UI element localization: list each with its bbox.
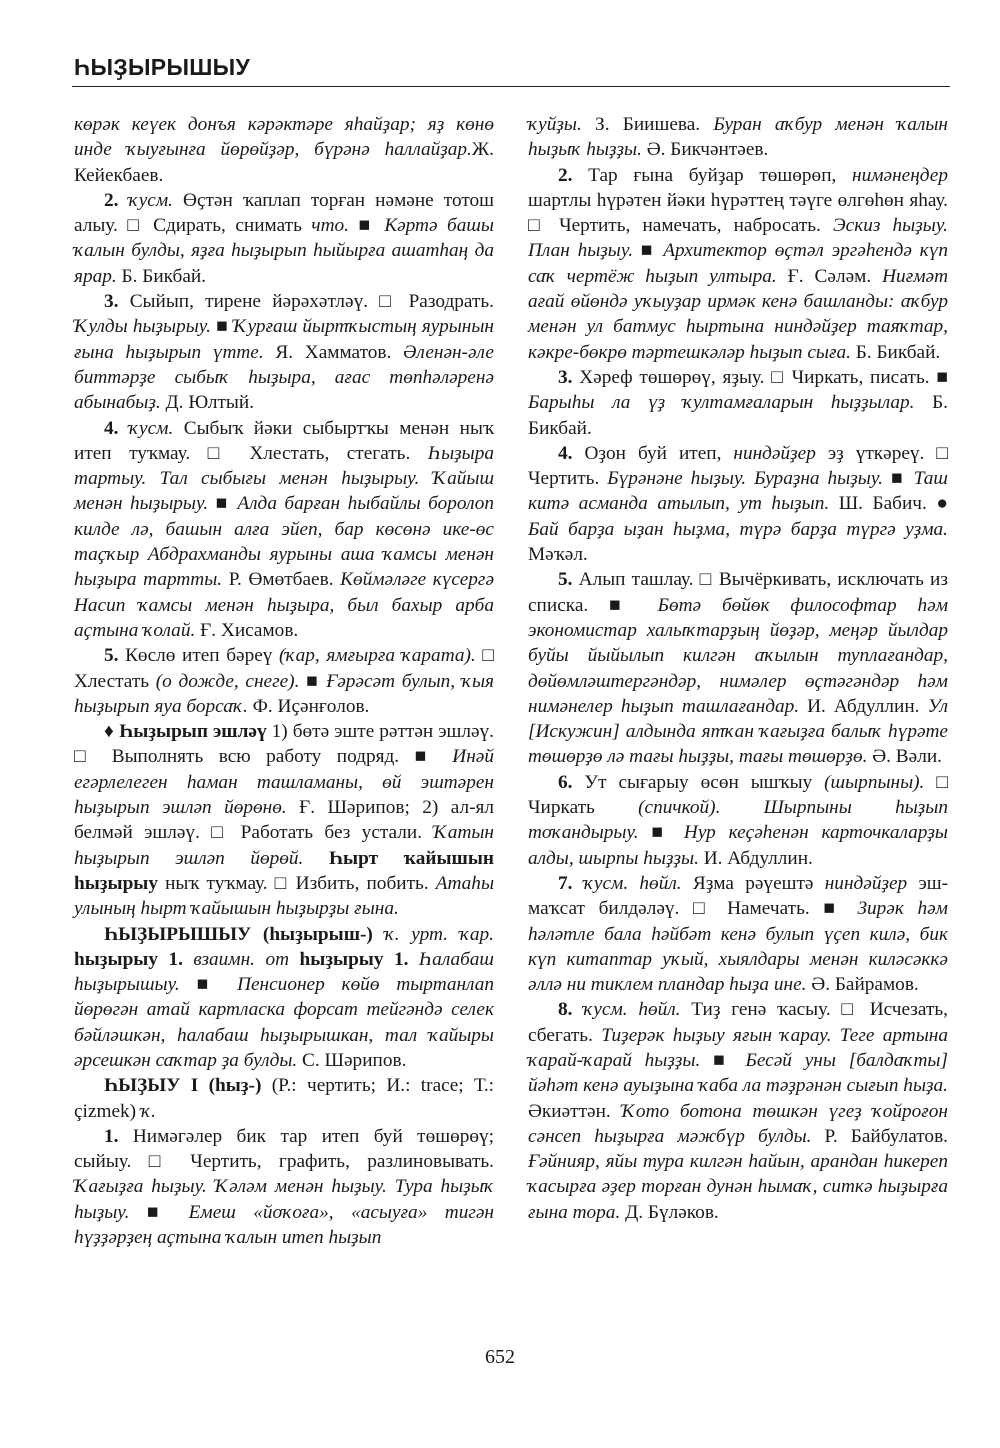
text-run: ■ — [633, 240, 664, 262]
italic-text: Бесәй уны [балдаҡты] йәһәт кенә ауыҙына ҡаба ла тәҙрәнән сығып һыҙа. — [528, 1049, 948, 1097]
header-rule — [72, 86, 950, 87]
italic-text: Һалабаш һыҙырышыу. — [74, 948, 494, 996]
text-run: Я. Хамматов. — [263, 341, 404, 363]
italic-text: Тиҙерәк һыҙыу яғын ҡарау. Теге артына ҡарай-ҡарай һыҙҙы. — [528, 1024, 948, 1071]
text-run: ■ — [299, 670, 327, 692]
entry-paragraph — [74, 1073, 494, 1124]
text-run: И. Абдуллин. — [698, 847, 813, 869]
text-run — [408, 949, 418, 970]
text-run: ■ — [882, 468, 914, 490]
entry-paragraph — [528, 163, 948, 365]
entry-paragraph — [528, 112, 948, 163]
italic-text: Ҡурғаш йыртҡыстың яурынын ғына һыҙырып үтте. — [74, 316, 494, 363]
text-run: ♦ — [104, 721, 120, 743]
italic-text: Бай барҙа ыҙан һыҙма, түрә барҙа түргә уҙма. — [528, 518, 948, 540]
text-run: ■ — [638, 822, 684, 844]
headword: 4. — [104, 417, 119, 439]
text-run: ■ — [179, 974, 238, 996]
italic-text: нимәнеңдер — [852, 164, 948, 186]
entry-paragraph — [74, 922, 494, 1074]
text-run: Мәҡәл. — [528, 544, 588, 566]
text-run: Сыбыҡ йәки сыбыртҡы менән ныҡ итеп туҡмау. □ Хлестать, стегать. — [74, 417, 494, 464]
page-number: 652 — [485, 1346, 515, 1368]
text-run: И. Абдуллин. — [799, 695, 928, 717]
headword: һыҙырыу 1. — [74, 948, 183, 970]
text-run: Ә. Вәли. — [867, 746, 942, 768]
italic-text: Таш китә асманда атылып, ут һыҙып. — [528, 468, 948, 515]
headword: ҺЫҘЫРЫШЫУ (һыҙырыш-) — [104, 923, 373, 945]
entry-paragraph — [528, 365, 948, 441]
italic-text: Зирәк һәм һәләтле бала һәйбәт кенә булып үҫеп килә, бик күп китаптар уҡый, хыялдары менән киләсәккә әллә ни тиклем пландар һыҙа ине. — [528, 898, 948, 996]
text-run: эшмаҡсат билдәләү. □ Намечать. ■ — [528, 872, 949, 920]
italic-text: ҡусм. — [118, 189, 173, 211]
text-run: (Р.: чертить; И.: trace; Т.: çizmek) — [74, 1075, 494, 1122]
italic-text: (о дожде, снеге). — [155, 670, 300, 692]
italic-text: что. — [311, 215, 349, 237]
text-run: Д. Юлтый. — [160, 392, 255, 414]
entry-paragraph — [74, 112, 494, 188]
italic-text: ҡусм. һөйл. — [572, 872, 682, 894]
text-run: Тар ғына буйҙар төшөрөп, — [572, 164, 853, 186]
text-run: Д. Бүләков. — [620, 1201, 719, 1223]
italic-text: Ул [Искужин] алдында ятҡан ҡағыҙға балыҡ һүрәте төшөрҙө лә тағы һыҙҙы, тағы төшөрҙө. — [528, 695, 948, 768]
text-run: Б. Бикбай. — [116, 265, 207, 287]
italic-text: Алда барған һыбайлы боролоп килде лә, башын алға эйеп, бар көсөнә ике-өс таҫҡыр Абдрахманды яурыны аша ҡамсы менән һыҙыра тартты. — [74, 493, 494, 591]
italic-text: взаимн. от — [182, 948, 290, 970]
italic-text: ҡуйҙы. — [528, 114, 582, 135]
italic-text: Пенсионер көйө тыртанлап йөрөгән атай картласка форсат тейгәндә селек бәйләшкән, һалабаш һыҙырышкан, тал ҡайыры әрсешкән саҡтар ҙа булды. — [74, 974, 494, 1071]
entry-paragraph — [74, 643, 494, 719]
headword: 8. — [558, 999, 573, 1021]
text-run: ■ — [700, 1049, 746, 1071]
text-run: Б. Бикбай. — [850, 341, 941, 363]
text-run: Б. Бикбай. — [528, 392, 948, 439]
entry-paragraph — [528, 770, 948, 871]
text-run: □ Чиркать — [528, 771, 948, 819]
headword: 3. — [104, 291, 119, 313]
italic-text: Архитектор өҫтәл эргәһендә күп саҡ чертёж һыҙып ултыра. — [528, 240, 948, 287]
text-run: Ә. Байрамов. — [806, 974, 919, 996]
text-run: Әкиәттән. — [528, 1100, 622, 1122]
text-run: Яҙма рәүештә — [681, 872, 825, 894]
text-run: ■ — [208, 493, 238, 515]
italic-text: Һыҙыра тартыу. Тал сыбығы менән һыҙырыу. Ҡайыш менән һыҙырыу. — [74, 442, 494, 515]
text-run: Ут сығарыу өсөн ышҡыу — [572, 771, 825, 793]
entry-paragraph — [528, 997, 948, 1225]
italic-text: ниндәйҙер — [824, 872, 908, 894]
entry-paragraph — [74, 719, 494, 921]
headword: 3. — [558, 366, 573, 388]
italic-text: ҡусм. — [118, 417, 174, 439]
headword: һыҙырыу 1. — [299, 948, 409, 970]
text-run: Ж. Кейекбаев. — [74, 139, 494, 186]
headword: 4. — [558, 442, 573, 464]
headword: ҺЫҘЫУ I (һыҙ-) — [104, 1075, 262, 1097]
text-run: Хәреф төшөрөү, яҙыу. □ Чиркать, писать. ■ — [572, 366, 948, 388]
italic-text: Буран аҡбур менән ҡалын һыҙыҡ һыҙҙы. — [528, 114, 948, 161]
italic-text: Бөтә бөйөк философтар һәм экономистар халыҡтарҙың йөҙәр, меңәр йылдар буйы йыйылып килгән аҡылын туплағандар, дөйөмләштергәндәр, нимәлер өҫтәгәндәр һәм нимәнелер һыҙып ташлағандар. — [528, 594, 948, 717]
italic-text: Ғәйнияр, яйы тура килгән һайын, арандан һикереп ҡасырға әҙер торған дунән һымаҡ, ситкә һыҙырға ғына тора. — [528, 1151, 948, 1223]
entry-paragraph — [528, 441, 948, 567]
italic-text: Көймәләге күсергә Насип ҡамсы менән һыҙыра, был бахыр арба аҫтына ҡолай. — [74, 569, 495, 641]
text-run: 1) бөтә эште рәттән эшләү. □ Выполнять всю работу подряд. ■ — [74, 721, 494, 768]
text-run: Ф. Иҫәнғолов. — [247, 695, 370, 717]
text-run: Ғ. Хисамов. — [195, 619, 299, 641]
italic-text: ҡусм. һөйл. — [572, 999, 681, 1021]
entry-paragraph — [74, 188, 494, 289]
text-run: Нимәгәлер бик тар итеп буй төшөрөү; сыйыу. □ Чертить, графить, разлиновывать. — [74, 1125, 494, 1173]
text-run: Р. Өмөтбаев. — [222, 569, 341, 591]
right-column — [528, 112, 948, 1225]
left-column — [74, 112, 494, 1250]
text-run: Оҙон буй итеп, — [572, 442, 734, 464]
italic-text: Ҡатын һыҙырып эшләп йөрөй. — [74, 822, 494, 869]
entry-paragraph — [74, 1124, 494, 1250]
entry-paragraph — [74, 416, 494, 644]
italic-text: Ниғмәт ағай өйөндә уҡыуҙар ирмәк кенә башланды: аҡбур менән ул батмус һыртына ниндәйҙер таяҡтар, кәкре-бөкрө тәртешкәләр һыҙып сыға. — [528, 265, 948, 363]
headword: Һыҙырып эшләү — [119, 721, 267, 743]
text-run: эҙ үткәреү. □ Чертить. — [528, 442, 948, 490]
text-run: ныҡ туҡмау. □ Избить, побить. — [158, 872, 436, 894]
text-run: Тиҙ генә ҡасыу. □ Исчезать, сбегать. — [528, 999, 948, 1046]
entry-paragraph — [528, 871, 948, 997]
text-run: Ә. Бикчәнтәев. — [641, 139, 769, 161]
italic-text: Атаһы улының һырт ҡайышын һыҙырҙы ғына. — [74, 872, 494, 920]
text-run: С. Шәрипов. — [297, 1049, 407, 1071]
entry-paragraph — [74, 289, 494, 415]
italic-text: ҡ. — [140, 1100, 156, 1122]
text-run: Алып ташлау. □ Вычёркивать, исключать из списка. ■ — [528, 569, 948, 616]
text-run: Ғ. Шәрипов; 2) ал-ял белмәй эшләү. □ Работать без устали. — [74, 797, 494, 844]
italic-text: Бүрәнәне һыҙыу. Бураҙна һыҙыу. — [607, 468, 883, 490]
italic-text: Емеш «йоҡоға», «асыуға» тигән һүҙҙәрҙең аҫтына ҡалын итеп һыҙып — [74, 1201, 494, 1249]
italic-text: ниндәйҙер — [733, 442, 816, 464]
text-run: ■ — [210, 316, 234, 338]
italic-text: Ҡулды һыҙырыу. — [74, 316, 211, 338]
headword: 2. — [558, 164, 573, 186]
italic-text: Инәй егәрлелеген һаман ташламаны, өй эштәрен һыҙырып эшләп йөрөнө. — [74, 746, 494, 819]
italic-text: Ҡото ботона төшкән үгеҙ ҡойроғон сәнсеп һыҙырға мәжбүр булды. — [528, 1100, 948, 1147]
text-run: ■ — [129, 1201, 189, 1223]
headword: 6. — [558, 771, 573, 793]
text-run: □ Хлестать — [74, 645, 494, 692]
running-head: ҺЫҘЫРЫШЫУ — [74, 54, 251, 80]
text-run: Көслө итеп бәреү — [118, 645, 280, 667]
text-run: Өҫтән ҡаплап торған нәмәне тотош алыу. □ Сдирать, снимать — [74, 189, 494, 237]
italic-text: Нур кеҫәһенән карточкаларҙы алды, шырпы һыҙҙы. — [528, 822, 948, 869]
text-run: Сыйып, тирене йәрәхәтләү. □ Разодрать. — [118, 291, 494, 313]
headword: 1. — [104, 1125, 119, 1147]
text-run: шартлы һүрәтен йәки һүрәттең тәүге өлгөһөн яһау. □ Чертить, намечать, набросать. — [528, 189, 948, 237]
headword: 5. — [558, 569, 573, 591]
italic-text: Эскиз һыҙыу. План һыҙыу. — [528, 215, 948, 262]
italic-text: Әленән-әле биттәрҙе сыбыҡ һыҙыра, ағас төпһәләренә абынабыҙ. — [74, 341, 494, 414]
italic-text: ҡ. урт. ҡар. — [372, 923, 494, 945]
text-run: Ш. Бабич. ● — [829, 493, 948, 515]
text-run: З. Биишева. — [581, 114, 714, 135]
entry-paragraph — [528, 567, 948, 769]
headword: 7. — [558, 872, 573, 894]
text-run: Ғ. Сәләм. — [776, 265, 883, 287]
italic-text: (ҡар, ямғырға ҡарата). — [279, 645, 476, 667]
italic-text: Кәртә башы ҡалын булды, яҙға һыҙырып һыйырға ашатһаң да ярар. — [74, 215, 494, 287]
text-run: Р. Байбулатов. — [811, 1125, 948, 1147]
text-run — [289, 949, 299, 970]
italic-text: (спичкой). Шырпыны һыҙып тоҡандырыу. — [528, 797, 948, 844]
text-run — [303, 848, 329, 869]
italic-text: Ҡағыҙға һыҙыу. Ҡәләм менән һыҙыу. Тура һыҙыҡ һыҙыу. — [74, 1176, 494, 1223]
text-run: ■ — [349, 215, 385, 237]
headword: 5. — [104, 645, 119, 667]
headword: Һырт ҡайышын һыҙырыу — [74, 847, 494, 894]
italic-text: Ғәрәсәт булып, ҡыя һыҙырып яуа борсаҡ. — [74, 670, 494, 717]
italic-text: Барыһы ла үҙ ҡултамғаларын һыҙҙылар. — [528, 392, 915, 414]
italic-text: көрәк кеүек донъя кәрәктәре яһайҙар; яҙ көнө инде ҡыуғынға йөрөйҙәр, бүрәнә һаллайҙар. — [74, 114, 494, 161]
italic-text: (шырпыны). — [824, 771, 925, 793]
headword: 2. — [104, 189, 119, 211]
